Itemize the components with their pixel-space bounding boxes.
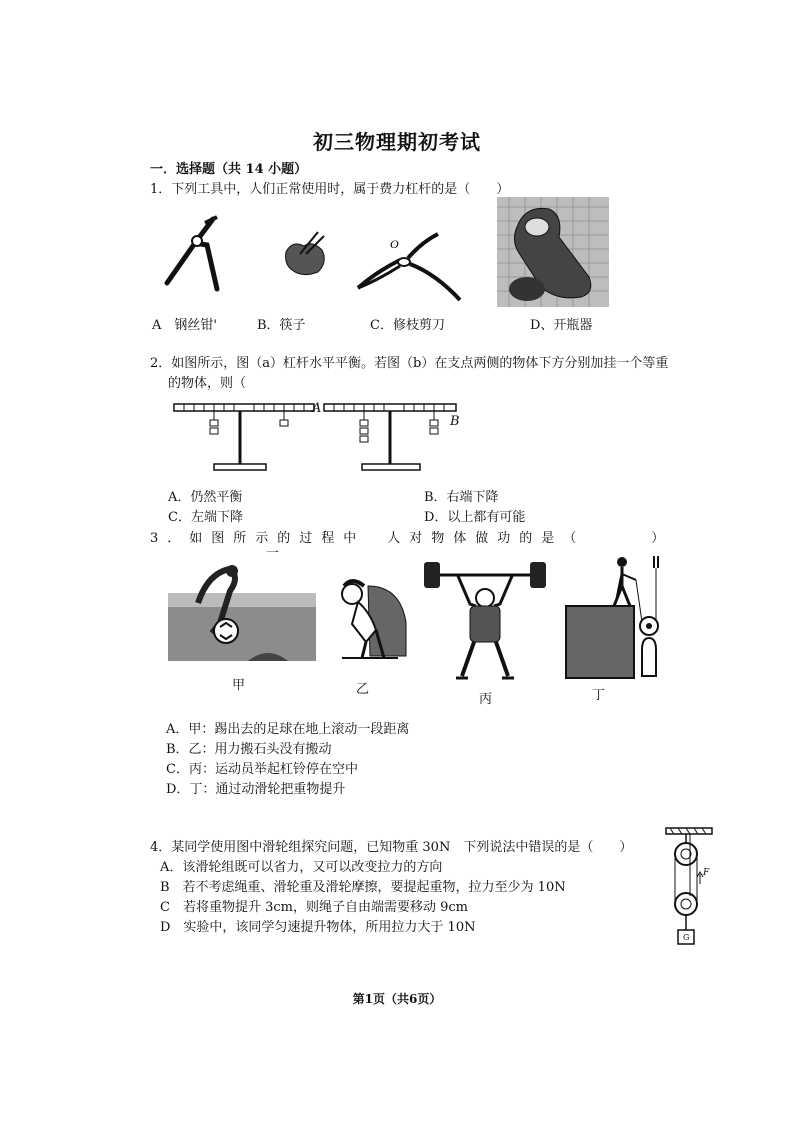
q2-lever-figure [172, 398, 472, 476]
q2-label-a: A [312, 401, 322, 416]
q3-option-a: A．甲：踢出去的足球在地上滚动一段距离 [166, 722, 410, 737]
q3-stem: 3．如图所示的过程中 人对物体做功的是（ ） [150, 531, 674, 546]
q3-figure-ding-pulley [564, 552, 674, 682]
q1-option-c: C．修枝剪刀 [370, 318, 445, 333]
q4-label-f: F [703, 868, 710, 878]
q2-option-d: D．以上都有可能 [424, 510, 526, 525]
svg-text:O: O [390, 237, 399, 251]
section-heading: 一．选择题（共 14 小题） [150, 162, 308, 177]
q3-caption-ding: 丁 [592, 688, 606, 703]
q1-pliers-image [155, 215, 225, 295]
q3-stem-mark: 一 [266, 546, 280, 561]
q3-caption-yi: 乙 [356, 682, 370, 697]
page-footer: 第1页（共6页） [352, 992, 442, 1006]
q4-option-d: D 实验中，该同学匀速提升物体，所用拉力大于 10N [160, 920, 476, 935]
q3-figure-bing-weightlifter [418, 558, 552, 686]
q4-option-c: C 若将重物提升 3cm，则绳子自由端需要移动 9cm [160, 900, 468, 915]
q1-bottle-opener-image [497, 197, 609, 307]
q3-figure-jia-soccer [168, 563, 316, 661]
q4-label-g: G [683, 933, 690, 942]
q3-option-c: C．丙：运动员举起杠铃停在空中 [166, 762, 358, 777]
q2-option-b: B．右端下降 [424, 490, 499, 505]
page-title: 初三物理期初考试 [313, 130, 481, 154]
q2-stem-line1: 2．如图所示，图（a）杠杆水平平衡。若图（b）在支点两侧的物体下方分别加挂一个等重 [150, 356, 669, 371]
q2-option-c: C．左端下降 [168, 510, 243, 525]
q1-option-d: D、开瓶器 [530, 318, 593, 333]
q3-caption-jia: 甲 [232, 678, 246, 693]
q2-option-a: A．仍然平衡 [168, 490, 243, 505]
q4-pulley-block-figure [664, 826, 714, 948]
q1-option-a: A 钢丝钳' [152, 318, 217, 333]
q1-pruning-shears-image [356, 232, 468, 304]
q1-stem: 1．下列工具中，人们正常使用时，属于费力杠杆的是（ ） [150, 182, 510, 197]
q2-label-b: B [450, 414, 460, 429]
q2-stem-line2: 的物体，则（ [168, 376, 247, 391]
q3-option-b: B．乙：用力搬石头没有搬动 [166, 742, 332, 757]
q1-chopsticks-image [282, 232, 332, 280]
q3-option-d: D．丁：通过动滑轮把重物提升 [166, 782, 346, 797]
q3-figure-yi-lifting-stone [318, 572, 410, 664]
q4-option-a: A．该滑轮组既可以省力，又可以改变拉力的方向 [160, 860, 443, 875]
q4-stem: 4．某同学使用图中滑轮组探究问题，已知物重 30N 下列说法中错误的是（ ） [150, 840, 633, 855]
q1-option-b: B．筷子 [257, 318, 306, 333]
q4-option-b: B 若不考虑绳重、滑轮重及滑轮摩擦，要提起重物，拉力至少为 10N [160, 880, 566, 895]
q3-caption-bing: 丙 [479, 692, 493, 707]
